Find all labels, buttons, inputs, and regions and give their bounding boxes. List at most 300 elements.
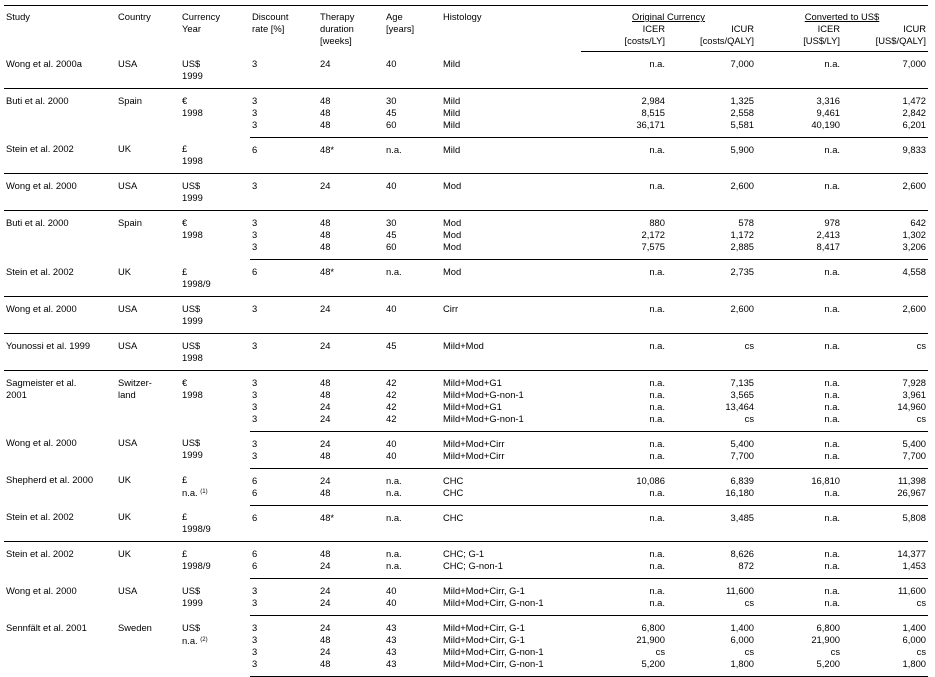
- discount-rate-cell: 6: [250, 560, 318, 579]
- icur-usd-cell: 642: [910, 217, 927, 228]
- age-cell: n.a.: [386, 548, 402, 559]
- icer-usd-cell: n.a.: [824, 388, 841, 400]
- header-icur-original: ICUR [costs/QALY]: [667, 23, 756, 52]
- histology-cell: Mod: [441, 174, 581, 211]
- histology-cell: Mild: [441, 52, 581, 89]
- therapy-duration-cell: 24: [320, 646, 331, 657]
- header-currency: Currency Year: [180, 6, 250, 52]
- icur-usd-cell: cs: [842, 413, 928, 432]
- therapy-duration-cell: 48: [320, 548, 331, 559]
- icur-original-cell: 5,400: [730, 437, 755, 449]
- icur-original-cell: 2,735: [667, 260, 756, 297]
- icer-usd-cell: n.a.: [824, 548, 841, 559]
- histology-cell: Mod: [441, 241, 581, 260]
- therapy-duration-cell: 48*: [318, 505, 384, 542]
- therapy-duration-cell: 24: [320, 437, 331, 449]
- icer-original-cell: 2,984: [641, 94, 665, 106]
- icer-usd-cell: 3,316: [816, 94, 841, 106]
- currency-cell: £ 1998/9: [180, 505, 250, 542]
- discount-rate-cell: 6: [252, 548, 258, 559]
- icer-usd-cell: n.a.: [756, 560, 842, 579]
- histology-cell: Mild: [441, 119, 581, 138]
- therapy-duration-cell: 24: [320, 585, 331, 596]
- age-cell: n.a.: [384, 260, 441, 297]
- study-cell: Stein et al. 2002: [4, 505, 116, 542]
- histology-cell: Mild: [443, 106, 461, 118]
- study-cell: Younossi et al. 1999: [4, 333, 116, 370]
- icur-usd-cell: 9,833: [842, 137, 928, 174]
- therapy-duration-cell: 24: [318, 174, 384, 211]
- icer-usd-cell: n.a.: [756, 174, 842, 211]
- icur-original-cell: cs: [744, 646, 755, 657]
- discount-rate-cell: 3: [250, 658, 318, 677]
- icer-original-cell: n.a.: [581, 52, 667, 89]
- table-row: [4, 579, 928, 598]
- country-cell: USA: [116, 174, 180, 211]
- currency-cell: US$ n.a. $^{(2)}$: [182, 621, 208, 646]
- age-cell: 42: [386, 400, 397, 412]
- icur-usd-cell: cs: [842, 597, 928, 616]
- header-study: Study: [4, 6, 116, 52]
- currency-cell: US$ 1999: [180, 296, 250, 333]
- age-cell: n.a.: [384, 505, 441, 542]
- icur-usd-cell: 6,201: [842, 119, 928, 138]
- icer-original-cell: n.a.: [581, 296, 667, 333]
- histology-cell: Mild+Mod+G1: [443, 400, 502, 412]
- study-cell: Stein et al. 2002: [6, 548, 74, 559]
- currency-cell: £ 1998/9: [180, 260, 250, 297]
- age-cell: 42: [386, 388, 397, 400]
- histology-cell: Mild+Mod+Cirr, G-1: [443, 634, 525, 645]
- country-cell: Spain: [118, 217, 142, 228]
- icer-original-cell: n.a.: [581, 413, 667, 432]
- table-row: [4, 211, 928, 230]
- icer-usd-cell: 5,200: [756, 658, 842, 677]
- icer-usd-cell: n.a.: [756, 333, 842, 370]
- discount-rate-cell: 3: [250, 174, 318, 211]
- icur-original-cell: 6,839: [730, 474, 755, 486]
- currency-cell: € 1998: [182, 376, 203, 400]
- histology-cell: CHC; G-1: [443, 548, 485, 559]
- icer-usd-cell: n.a.: [756, 413, 842, 432]
- table-row: [4, 468, 928, 487]
- age-cell: 45: [386, 106, 397, 118]
- histology-cell: Mild+Mod+Cirr: [443, 437, 505, 449]
- age-cell: 40: [386, 437, 397, 449]
- currency-cell: £ 1998: [180, 137, 250, 174]
- histology-cell: CHC; G-non-1: [441, 560, 581, 579]
- icer-original-cell: 6,800: [641, 622, 665, 633]
- discount-rate-cell: 3: [252, 94, 258, 106]
- icer-original-cell: n.a.: [581, 560, 667, 579]
- icer-usd-cell: n.a.: [824, 585, 841, 596]
- therapy-duration-cell: 24: [318, 597, 384, 616]
- age-cell: 45: [384, 333, 441, 370]
- currency-cell: £ 1998/9: [182, 548, 211, 571]
- header-icer-usd: ICER [US$/LY]: [756, 23, 842, 52]
- icur-original-cell: 7,000: [667, 52, 756, 89]
- icer-original-cell: n.a.: [581, 505, 667, 542]
- icer-usd-cell: 16,810: [811, 474, 841, 486]
- icur-original-cell: 6,000: [730, 634, 755, 645]
- icer-original-cell: 7,575: [581, 241, 667, 260]
- icer-usd-cell: 9,461: [816, 106, 841, 118]
- table-row: [4, 505, 928, 542]
- therapy-duration-cell: 24: [320, 474, 331, 486]
- icer-usd-cell: 6,800: [816, 622, 841, 633]
- icur-usd-cell: 5,808: [842, 505, 928, 542]
- therapy-duration-cell: 48: [318, 119, 384, 138]
- currency-cell: US$ 1999: [182, 584, 203, 608]
- discount-rate-cell: 3: [252, 388, 258, 400]
- icur-usd-cell: 26,967: [842, 487, 928, 506]
- icer-usd-cell: n.a.: [824, 400, 841, 412]
- icer-original-cell: 5,200: [581, 658, 667, 677]
- study-cell: Wong et al. 2000: [4, 174, 116, 211]
- histology-cell: Mild: [441, 137, 581, 174]
- icur-original-cell: 2,885: [667, 241, 756, 260]
- currency-cell: US$ 1999: [182, 437, 203, 460]
- table-header: [4, 6, 928, 52]
- discount-rate-cell: 3: [252, 376, 258, 388]
- therapy-duration-cell: 24: [318, 52, 384, 89]
- age-cell: 40: [384, 52, 441, 89]
- histology-cell: CHC: [443, 474, 464, 486]
- table-row: [4, 296, 928, 333]
- icer-usd-cell: n.a.: [756, 487, 842, 506]
- age-cell: 43: [384, 658, 441, 677]
- icer-original-cell: 8,515: [641, 106, 665, 118]
- histology-cell: Mild+Mod+Cirr: [441, 450, 581, 469]
- country-cell: USA: [116, 296, 180, 333]
- discount-rate-cell: 3: [250, 119, 318, 138]
- discount-rate-cell: 3: [250, 597, 318, 616]
- age-cell: 42: [384, 413, 441, 432]
- icur-usd-cell: cs: [842, 333, 928, 370]
- header-discount-rate: Discount rate [%]: [250, 6, 318, 52]
- country-cell: Spain: [118, 94, 142, 106]
- icer-usd-cell: n.a.: [756, 450, 842, 469]
- therapy-duration-cell: 48: [320, 634, 331, 645]
- footnote-marker: (2): [200, 636, 208, 643]
- discount-rate-cell: 3: [250, 296, 318, 333]
- therapy-duration-cell: 24: [318, 560, 384, 579]
- table-row: [4, 616, 928, 635]
- age-cell: 43: [386, 634, 397, 645]
- icur-original-cell: 1,800: [667, 658, 756, 677]
- therapy-duration-cell: 24: [318, 333, 384, 370]
- discount-rate-cell: 3: [252, 622, 258, 633]
- icer-usd-cell: n.a.: [756, 137, 842, 174]
- histology-cell: Mild+Mod+Cirr, G-non-1: [441, 658, 581, 677]
- therapy-duration-cell: 24: [318, 413, 384, 432]
- country-cell: USA: [118, 584, 138, 596]
- table-row: [4, 370, 928, 389]
- study-cell: Shepherd et al. 2000: [6, 474, 94, 485]
- icer-original-cell: n.a.: [581, 174, 667, 211]
- icur-original-cell: 5,900: [667, 137, 756, 174]
- age-cell: 60: [384, 119, 441, 138]
- icer-original-cell: n.a.: [649, 388, 665, 400]
- currency-cell: US$ 1999: [180, 174, 250, 211]
- icur-usd-cell: 11,398: [898, 474, 927, 486]
- table-row: [4, 333, 928, 370]
- table-row: [4, 88, 928, 107]
- therapy-duration-cell: 48: [320, 229, 331, 240]
- icer-original-cell: 36,171: [581, 119, 667, 138]
- discount-rate-cell: 3: [252, 585, 258, 596]
- icur-usd-cell: 2,600: [842, 296, 928, 333]
- table-row: [4, 431, 928, 450]
- therapy-duration-cell: 48: [318, 241, 384, 260]
- icur-usd-cell: 1,472: [902, 94, 927, 106]
- header-age: Age [years]: [384, 6, 441, 52]
- study-cell: Buti et al. 2000: [6, 217, 69, 228]
- study-cell: Wong et al. 2000: [6, 584, 77, 596]
- footnote-marker: (1): [200, 489, 208, 495]
- icur-original-cell: 2,558: [730, 106, 755, 118]
- histology-cell: Mild+Mod+G1: [443, 376, 502, 388]
- icer-original-cell: 880: [649, 217, 665, 228]
- icur-usd-cell: cs: [916, 646, 927, 657]
- country-cell: Switzer- land: [118, 376, 152, 400]
- discount-rate-cell: 3: [250, 450, 318, 469]
- icur-original-cell: 3,485: [667, 505, 756, 542]
- country-cell: USA: [116, 333, 180, 370]
- discount-rate-cell: 3: [250, 241, 318, 260]
- icer-usd-cell: 8,417: [756, 241, 842, 260]
- header-icur-usd: ICUR [US$/QALY]: [842, 23, 928, 52]
- icer-original-cell: 2,172: [641, 229, 665, 240]
- discount-rate-cell: 6: [252, 474, 258, 486]
- discount-rate-cell: 6: [250, 260, 318, 297]
- discount-rate-cell: 3: [250, 413, 318, 432]
- country-cell: UK: [118, 474, 132, 485]
- icur-original-cell: 872: [667, 560, 756, 579]
- age-cell: 43: [386, 622, 397, 633]
- icur-usd-cell: 3,961: [902, 388, 927, 400]
- therapy-duration-cell: 48: [320, 217, 331, 228]
- therapy-duration-cell: 48: [320, 376, 331, 388]
- icur-original-cell: 3,565: [730, 388, 755, 400]
- age-cell: n.a.: [384, 487, 441, 506]
- icur-usd-cell: 11,600: [898, 585, 927, 596]
- icur-usd-cell: 4,558: [842, 260, 928, 297]
- icer-original-cell: n.a.: [649, 437, 665, 449]
- currency-cell: € 1998: [182, 217, 203, 240]
- icur-usd-cell: 2,842: [902, 106, 927, 118]
- icer-original-cell: n.a.: [649, 376, 665, 388]
- icer-original-cell: n.a.: [581, 333, 667, 370]
- icur-original-cell: 11,600: [726, 585, 755, 596]
- therapy-duration-cell: 48: [320, 94, 331, 106]
- icer-usd-cell: 40,190: [756, 119, 842, 138]
- icer-usd-cell: 2,413: [816, 229, 841, 240]
- discount-rate-cell: 3: [252, 217, 258, 228]
- therapy-duration-cell: 24: [320, 622, 331, 633]
- currency-cell: US$ 1999: [180, 52, 250, 89]
- histology-cell: Mod: [441, 260, 581, 297]
- table-row: [4, 137, 928, 174]
- header-histology: Histology: [441, 6, 581, 52]
- icur-usd-cell: 1,453: [842, 560, 928, 579]
- icur-original-cell: 2,600: [667, 174, 756, 211]
- icur-original-cell: 16,180: [667, 487, 756, 506]
- icer-original-cell: n.a.: [581, 597, 667, 616]
- header-converted-usd: Converted to US$: [756, 6, 928, 24]
- study-cell: Stein et al. 2002: [4, 137, 116, 174]
- study-cell: Wong et al. 2000: [6, 437, 77, 448]
- icer-original-cell: n.a.: [581, 260, 667, 297]
- icer-usd-cell: 21,900: [811, 634, 841, 645]
- currency-cell: US$ 1998: [180, 333, 250, 370]
- histology-cell: Mild+Mod+Cirr, G-1: [443, 585, 525, 596]
- icer-original-cell: n.a.: [581, 137, 667, 174]
- icur-original-cell: 8,626: [730, 548, 755, 559]
- histology-cell: CHC: [441, 487, 581, 506]
- histology-cell: Mild+Mod+G-non-1: [441, 413, 581, 432]
- histology-cell: Mild+Mod: [441, 333, 581, 370]
- icer-original-cell: n.a.: [649, 400, 665, 412]
- age-cell: 40: [384, 296, 441, 333]
- age-cell: 60: [384, 241, 441, 260]
- icer-usd-cell: n.a.: [756, 260, 842, 297]
- header-icer-original: ICER [costs/LY]: [581, 23, 667, 52]
- icur-original-cell: 578: [738, 217, 755, 228]
- discount-rate-cell: 3: [252, 646, 258, 657]
- country-cell: USA: [116, 52, 180, 89]
- currency-cell: £ n.a. $^{(1)}$: [182, 474, 208, 498]
- country-cell: Sweden: [118, 621, 152, 633]
- country-cell: UK: [118, 548, 132, 559]
- discount-rate-cell: 6: [250, 137, 318, 174]
- icur-usd-cell: 14,377: [897, 548, 927, 559]
- icur-original-cell: 5,581: [667, 119, 756, 138]
- therapy-duration-cell: 48: [318, 450, 384, 469]
- therapy-duration-cell: 48: [318, 658, 384, 677]
- therapy-duration-cell: 48: [318, 487, 384, 506]
- icur-original-cell: 1,400: [730, 622, 755, 633]
- icur-original-cell: 2,600: [667, 296, 756, 333]
- cost-effectiveness-table: [4, 5, 928, 677]
- icur-usd-cell: 7,700: [842, 450, 928, 469]
- table-row: [4, 542, 928, 561]
- therapy-duration-cell: 24: [318, 296, 384, 333]
- therapy-duration-cell: 48*: [318, 137, 384, 174]
- study-cell: Buti et al. 2000: [6, 94, 69, 106]
- icer-usd-cell: n.a.: [824, 376, 841, 388]
- header-original-currency: Original Currency: [581, 6, 756, 24]
- discount-rate-cell: 3: [252, 437, 258, 449]
- table-row: [4, 174, 928, 211]
- icur-usd-cell: 1,800: [842, 658, 928, 677]
- icur-original-cell: cs: [667, 333, 756, 370]
- age-cell: n.a.: [386, 474, 402, 486]
- icur-usd-cell: 7,928: [902, 376, 927, 388]
- discount-rate-cell: 3: [252, 106, 258, 118]
- icer-usd-cell: 978: [824, 217, 841, 228]
- histology-cell: Mild+Mod+Cirr, G-non-1: [443, 646, 544, 657]
- histology-cell: Mild+Mod+Cirr, G-1: [443, 622, 525, 633]
- icur-usd-cell: 14,960: [897, 400, 927, 412]
- discount-rate-cell: 6: [250, 487, 318, 506]
- study-cell: Sagmeister et al. 2001: [6, 376, 77, 400]
- age-cell: 42: [386, 376, 397, 388]
- histology-cell: CHC: [441, 505, 581, 542]
- histology-cell: Mod: [443, 217, 462, 228]
- table-row: [4, 260, 928, 297]
- therapy-duration-cell: 48: [320, 388, 331, 400]
- histology-cell: Mod: [443, 229, 462, 240]
- icur-original-cell: 7,700: [667, 450, 756, 469]
- icer-original-cell: n.a.: [581, 487, 667, 506]
- age-cell: 43: [386, 646, 397, 657]
- age-cell: n.a.: [384, 560, 441, 579]
- icur-usd-cell: 6,000: [902, 634, 927, 645]
- study-cell: Stein et al. 2002: [4, 260, 116, 297]
- study-cell: Sennfält et al. 2001: [6, 621, 87, 633]
- icur-original-cell: 13,464: [725, 400, 755, 412]
- age-cell: 40: [384, 174, 441, 211]
- icer-usd-cell: n.a.: [824, 437, 841, 449]
- country-cell: UK: [116, 137, 180, 174]
- icer-usd-cell: n.a.: [756, 52, 842, 89]
- header-therapy-duration: Therapy duration [weeks]: [318, 6, 384, 52]
- icer-usd-cell: n.a.: [756, 296, 842, 333]
- icer-original-cell: n.a.: [649, 548, 665, 559]
- icer-original-cell: 10,086: [636, 474, 665, 486]
- icur-original-cell: cs: [667, 413, 756, 432]
- histology-cell: Cirr: [441, 296, 581, 333]
- therapy-duration-cell: 48: [320, 106, 331, 118]
- icur-usd-cell: 2,600: [842, 174, 928, 211]
- country-cell: UK: [116, 260, 180, 297]
- icer-usd-cell: n.a.: [756, 505, 842, 542]
- icer-original-cell: n.a.: [581, 450, 667, 469]
- histology-cell: Mild+Mod+G-non-1: [443, 388, 524, 400]
- country-cell: UK: [116, 505, 180, 542]
- age-cell: 40: [384, 450, 441, 469]
- icur-usd-cell: 7,000: [842, 52, 928, 89]
- age-cell: 40: [386, 585, 397, 596]
- discount-rate-cell: 3: [250, 52, 318, 89]
- discount-rate-cell: 3: [252, 229, 258, 240]
- table-row: [4, 52, 928, 89]
- discount-rate-cell: 3: [250, 333, 318, 370]
- histology-cell: Mild+Mod+Cirr, G-non-1: [441, 597, 581, 616]
- icer-usd-cell: n.a.: [756, 597, 842, 616]
- icur-original-cell: cs: [667, 597, 756, 616]
- icer-original-cell: cs: [655, 646, 665, 657]
- age-cell: 30: [386, 217, 397, 228]
- icur-usd-cell: 1,302: [902, 229, 927, 240]
- currency-cell: € 1998: [182, 94, 203, 118]
- icur-original-cell: 1,325: [730, 94, 755, 106]
- study-cell: Wong et al. 2000a: [4, 52, 116, 89]
- discount-rate-cell: 3: [252, 634, 258, 645]
- icur-usd-cell: 1,400: [902, 622, 927, 633]
- icer-original-cell: 21,900: [636, 634, 665, 645]
- discount-rate-cell: 6: [250, 505, 318, 542]
- age-cell: 30: [386, 94, 397, 106]
- therapy-duration-cell: 48*: [318, 260, 384, 297]
- study-cell: Wong et al. 2000: [4, 296, 116, 333]
- age-cell: 45: [386, 229, 397, 240]
- header-country: Country: [116, 6, 180, 52]
- therapy-duration-cell: 24: [320, 400, 331, 412]
- icur-original-cell: 1,172: [730, 229, 755, 240]
- age-cell: n.a.: [384, 137, 441, 174]
